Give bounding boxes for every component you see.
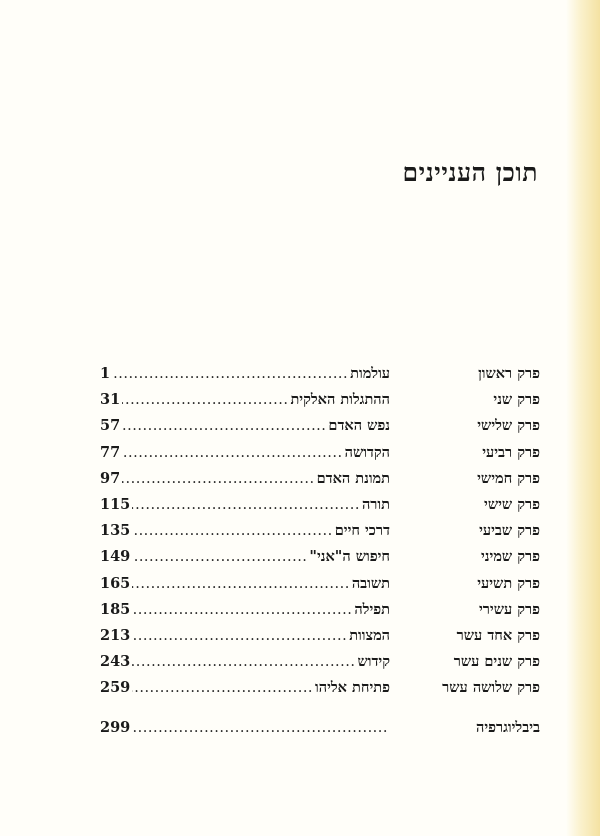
chapter-label: פרק חמישי [477, 469, 540, 487]
chapter-label: פרק שלישי [477, 417, 540, 435]
toc-row [100, 470, 540, 496]
chapter-label: פרק שמיני [481, 548, 540, 566]
table-of-contents [100, 365, 540, 746]
chapter-label: פרק רביעי [482, 443, 540, 461]
dot-leader [122, 418, 326, 434]
chapter-label: פרק שביעי [479, 522, 540, 540]
page-number: 185 [100, 600, 131, 618]
toc-row [100, 391, 540, 417]
chapter-label: פרק תשיעי [477, 574, 540, 592]
chapter-topic: תורה [361, 495, 390, 513]
page-number: 57 [100, 417, 121, 435]
toc-row [100, 365, 540, 391]
chapter-topic: נפש האדם [328, 417, 390, 435]
bibliography-label: ביבליוגרפיה [475, 719, 540, 737]
chapter-topic: חיפוש ה"אני" [309, 548, 390, 566]
toc-row [100, 548, 540, 574]
chapter-label: פרק שלושה עשר [442, 679, 540, 697]
chapter-label: פרק שנים עשר [453, 653, 540, 671]
chapter-topic: תשובה [351, 574, 390, 592]
dot-leader [132, 523, 332, 539]
chapter-topic: קידוש [357, 653, 390, 671]
page-number: 1 [100, 365, 111, 382]
page-number: 77 [100, 443, 121, 461]
dot-leader [132, 654, 355, 670]
page-number: 31 [100, 391, 121, 409]
chapter-topic: דרכי חיים [334, 522, 390, 540]
dot-leader [132, 497, 360, 513]
page-number: 299 [100, 719, 131, 737]
dot-leader [132, 549, 307, 565]
dot-leader [132, 576, 350, 592]
page-number: 259 [100, 679, 131, 697]
toc-row [100, 627, 540, 653]
toc-row [100, 522, 540, 548]
chapter-label: פרק אחד עשר [456, 626, 540, 644]
dot-leader [112, 366, 348, 382]
page-number: 97 [100, 469, 121, 487]
dot-leader [132, 602, 352, 618]
page-number: 135 [100, 522, 131, 540]
page-number: 115 [100, 495, 131, 513]
chapter-label: פרק עשירי [478, 600, 540, 618]
dot-leader [122, 392, 288, 408]
chapter-topic: תפילה [354, 600, 390, 618]
dot-leader [132, 628, 347, 644]
dot-leader [122, 471, 314, 487]
chapter-topic: הקדושה [344, 443, 390, 461]
chapter-topic: ההתגלות האלקית [290, 391, 390, 409]
chapter-label: פרק שישי [484, 495, 540, 513]
chapter-label: פרק ראשון [478, 365, 540, 382]
toc-row [100, 417, 540, 443]
dot-leader [132, 680, 313, 696]
page-edge [566, 0, 600, 836]
toc-row [100, 444, 540, 470]
toc-row [100, 653, 540, 679]
toc-row [100, 601, 540, 627]
page-number: 243 [100, 653, 131, 671]
chapter-topic: המצוות [349, 626, 390, 644]
chapter-label: פרק שני [493, 391, 540, 409]
bibliography-row [100, 719, 540, 745]
page-number: 149 [100, 548, 131, 566]
page-title: תוכן העניינים [402, 158, 538, 187]
dot-leader [122, 445, 342, 461]
toc-row [100, 496, 540, 522]
chapter-topic: פתיחת אליהו [315, 679, 390, 697]
toc-row [100, 575, 540, 601]
chapter-topic: תמונת האדם [316, 469, 390, 487]
toc-row [100, 679, 540, 705]
page-number: 165 [100, 574, 131, 592]
page-number: 213 [100, 626, 131, 644]
chapter-topic: עולמות [350, 365, 390, 382]
dot-leader [132, 720, 388, 736]
